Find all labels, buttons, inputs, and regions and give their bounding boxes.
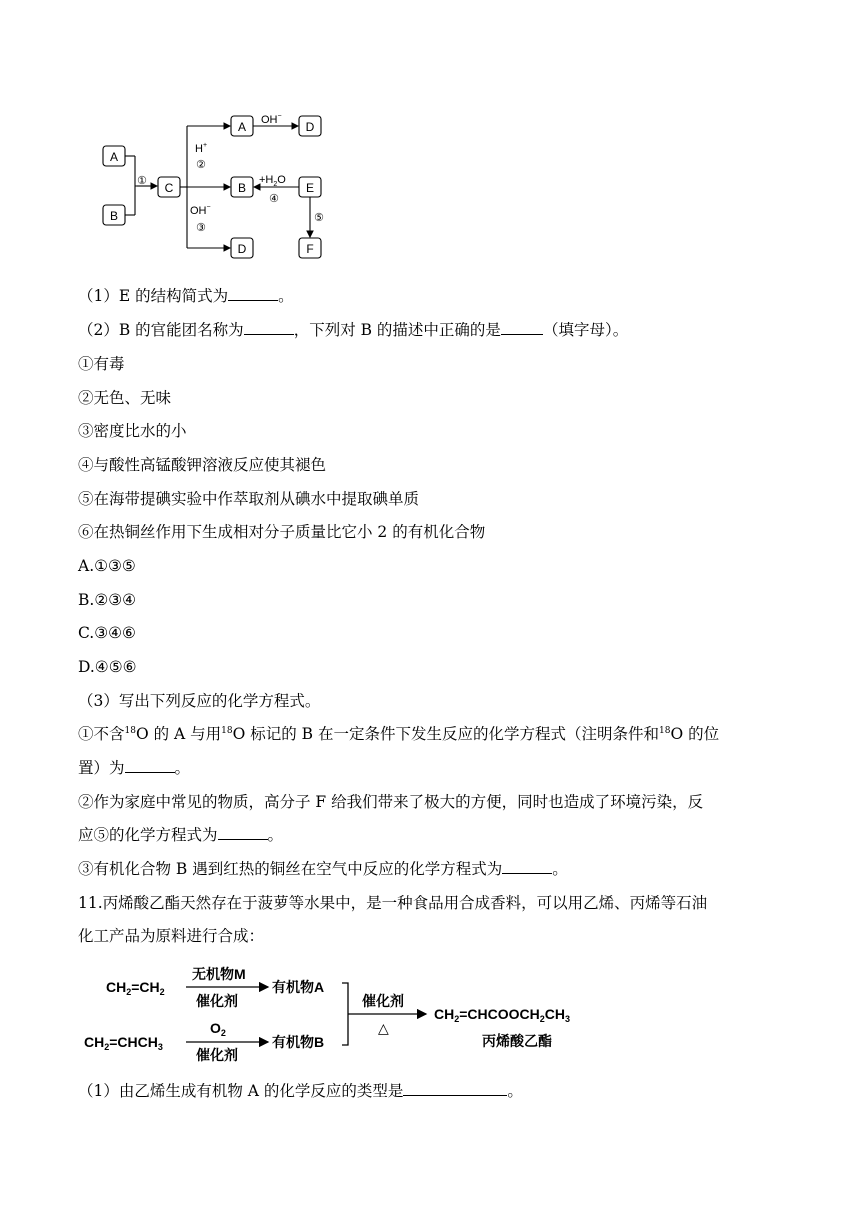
option-1: ①有毒 [78, 355, 125, 373]
option-4: ④与酸性高锰酸钾溶液反应使其褪色 [78, 456, 327, 474]
node-b-mid-label: B [237, 181, 247, 195]
choice-c[interactable]: C.③④⑥ [78, 624, 136, 642]
answer-blank[interactable] [403, 1081, 507, 1096]
step-3-label: ③ [196, 222, 206, 234]
question-3-part-1: ①不含$^{18}$O 的 A 与用$^{18}$O 标记的 B 在一定条件下发生反应的化学方程式（注明条件和$^{18}$O 的位 [78, 725, 720, 743]
node-a-left-label: A [109, 150, 119, 164]
option-2: ②无色、无味 [78, 389, 172, 407]
reaction-scheme-diagram [95, 106, 335, 266]
answer-blank[interactable] [501, 320, 543, 335]
option-3: ③密度比水的小 [78, 422, 187, 440]
question-2: （2）B 的官能团名称为 ，下列对 B 的描述中正确的是 （填字母）。 [78, 321, 629, 339]
propene-formula: $CH_2=CHCH_3$ [84, 1034, 163, 1052]
node-b-left-label: B [109, 209, 119, 223]
step-1-label: ① [137, 175, 147, 187]
option-6: ⑥在热铜丝作用下生成相对分子质量比它小 2 的有机化合物 [78, 523, 486, 541]
product-a-label: 有机物A [272, 979, 325, 995]
question-11-line-1: 11.丙烯酸乙酯天然存在于菠萝等水果中，是一种食品用合成香料，可以用乙烯、丙烯等石油 [78, 894, 708, 912]
answer-blank[interactable] [125, 758, 175, 773]
answer-blank[interactable] [502, 859, 552, 874]
reagent-m-label: 无机物M [192, 966, 246, 982]
answer-blank[interactable] [218, 825, 268, 840]
synthesis-route-diagram [80, 955, 620, 1065]
h-plus-label: H+ [195, 142, 208, 155]
node-d-bottom-label: D [237, 242, 247, 256]
oh-lower-label: OH− [190, 204, 211, 217]
catalyst-label-3: 催化剂 [362, 993, 404, 1009]
catalyst-label-2: 催化剂 [196, 1047, 238, 1063]
step-2-label: ② [196, 159, 206, 171]
node-a-top-label: A [237, 120, 247, 134]
question-3-part-2: ②作为家庭中常见的物质，高分子 F 给我们带来了极大的方便，同时也造成了环境污染，反 [78, 793, 704, 811]
question-3-title: （3）写出下列反应的化学方程式。 [78, 692, 321, 710]
choice-d[interactable]: D.④⑤⑥ [78, 658, 137, 676]
catalyst-label-1: 催化剂 [196, 993, 238, 1009]
plus-h2o-label: $+H_2O$ [259, 174, 286, 188]
question-3-part-3: ③有机化合物 B 遇到红热的铜丝在空气中反应的化学方程式为 。 [78, 860, 568, 878]
node-c-label: C [164, 181, 174, 195]
node-f-label: F [306, 242, 314, 256]
question-11-part-1: （1）由乙烯生成有机物 A 的化学反应的类型是 。 [78, 1082, 523, 1100]
step-5-label: ⑤ [314, 212, 324, 224]
question-11-line-2: 化工产品为原料进行合成： [78, 927, 265, 945]
heat-symbol: △ [378, 1020, 389, 1036]
product-b-label: 有机物B [272, 1034, 325, 1050]
node-e-label: E [305, 181, 315, 195]
ethyl-acrylate-formula: $CH_2=CHCOOCH_2CH_3$ [434, 1006, 571, 1024]
oxygen-label: $O_2$ [210, 1020, 226, 1038]
ethyl-acrylate-name: 丙烯酸乙酯 [482, 1033, 552, 1049]
node-d-top-label: D [305, 120, 315, 134]
step-4-label: ④ [269, 193, 279, 205]
answer-blank[interactable] [244, 320, 294, 335]
question-3-part-2-cont: 应⑤的化学方程式为 。 [78, 826, 284, 844]
question-1: （1）E 的结构简式为 。 [78, 287, 294, 305]
choice-b[interactable]: B.②③④ [78, 591, 137, 609]
option-5: ⑤在海带提碘实验中作萃取剂从碘水中提取碘单质 [78, 490, 420, 508]
oh-upper-label: OH− [261, 113, 282, 126]
choice-a[interactable]: A.①③⑤ [78, 557, 136, 575]
ethylene-formula: $CH_2=CH_2$ [106, 979, 165, 997]
answer-blank[interactable] [228, 286, 278, 301]
question-3-part-1-cont: 置）为 。 [78, 759, 191, 777]
